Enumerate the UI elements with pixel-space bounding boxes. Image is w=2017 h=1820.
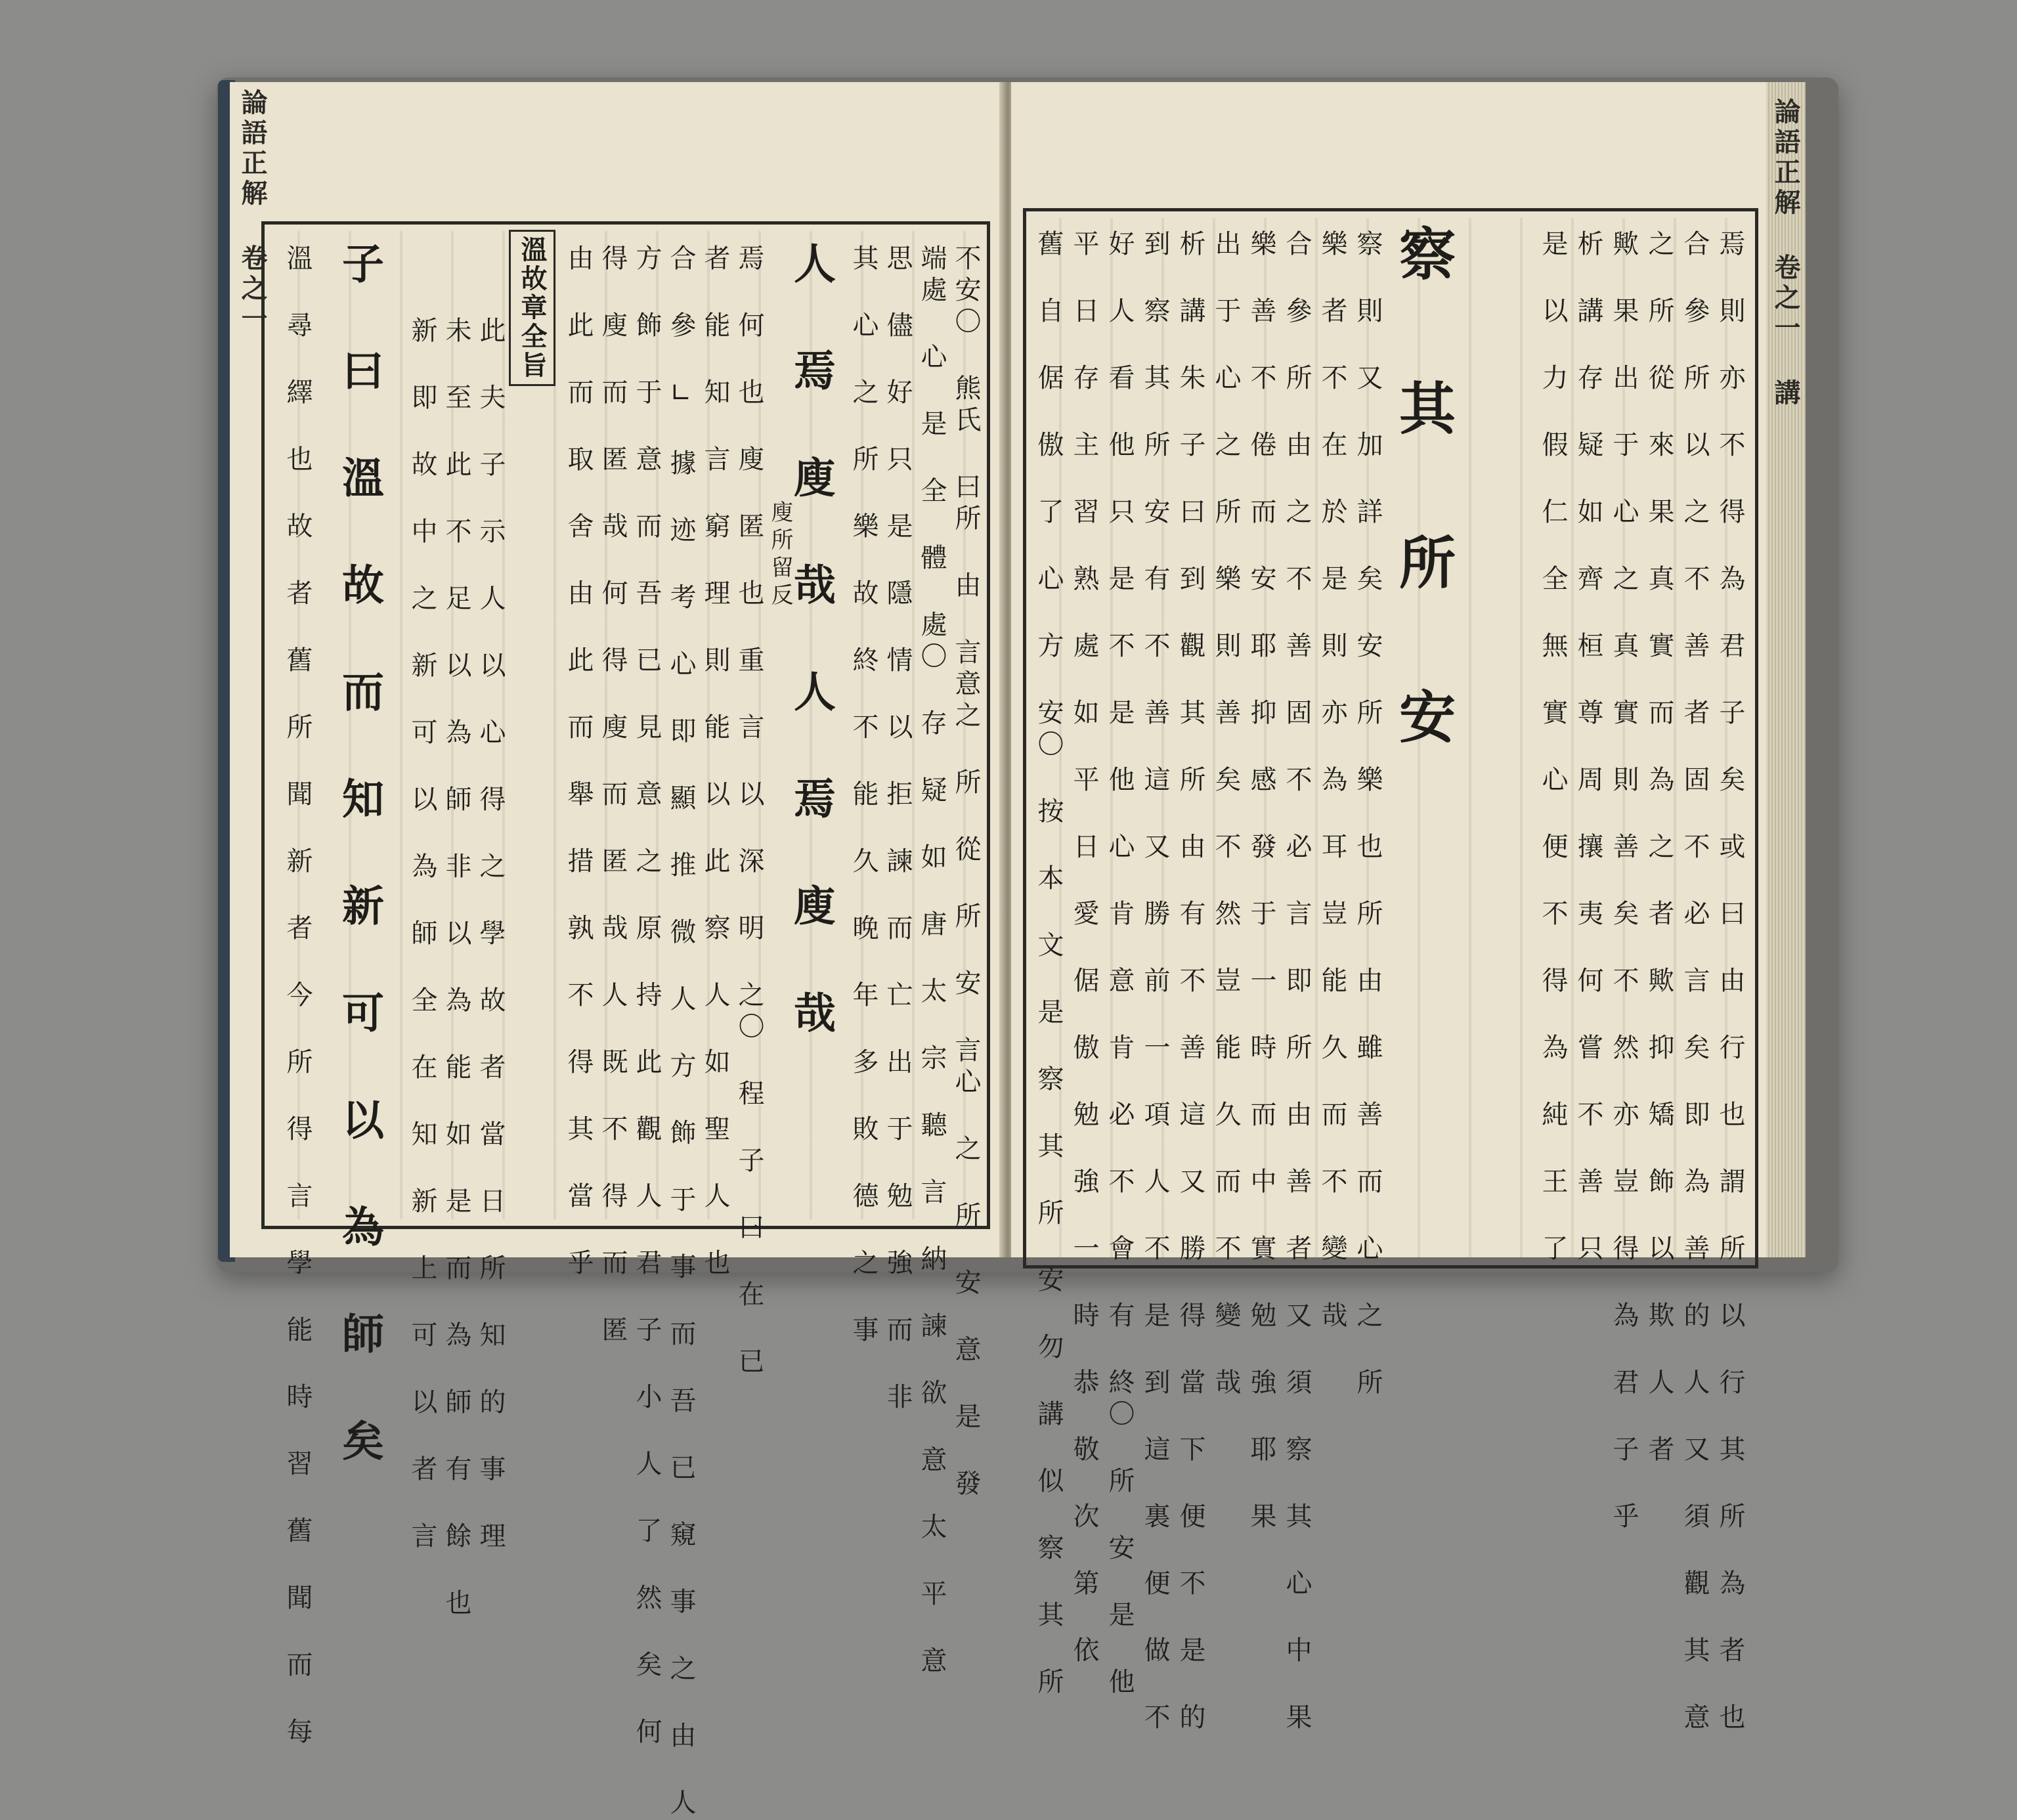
right-text-frame [1023, 208, 1758, 1735]
right-band-label: 論語正解 卷之一 講 [1770, 98, 1801, 409]
side-gloss: 廋所留反 [767, 500, 793, 611]
text-column: 者 能 知 言 窮 理 則 能 以 此 察 人 如 聖 人 也 [700, 244, 730, 1280]
text-column: 由 此 而 取 舍 由 此 而 舉 措 孰 不 得 其 當 乎 [563, 244, 594, 1280]
text-column: 到 察 其 所 安 有 不 善 這 又 勝 前 一 項 人 不 是 到 這 裏 便 做 不 [1140, 230, 1170, 1735]
text-column: 是 以 力 假 仁 全 無 實 心 便 不 得 為 純 王 了 [1538, 230, 1568, 1266]
right-page [1011, 82, 1806, 1735]
left-band-label: 論語正解 卷之一 [237, 89, 268, 335]
text-column: 樂 者 不 在 於 是 則 亦 為 耳 豈 能 久 而 不 變 哉 [1317, 230, 1347, 1333]
left-page [230, 82, 1005, 1820]
text-column: 好 人 看 他 只 是 不 是 他 心 肯 意 肯 必 不 會 有 終〇 所 安 是 他 [1104, 230, 1135, 1699]
text-column: 溫 尋 繹 也 故 者 舊 所 聞 新 者 今 所 得 言 學 能 時 習 舊 聞 而 每 [282, 244, 313, 1749]
text-column: 析 講 存 疑 如 齊 桓 尊 周 攘 夷 何 嘗 不 善 只 [1573, 230, 1603, 1266]
text-column: 新 即 故 中 之 新 可 以 為 師 全 在 知 新 上 可 以 者 言 [407, 316, 437, 1553]
heading-column: 子 曰 溫 故 而 知 新 可 以 為 師 矣 [335, 242, 384, 1469]
text-column: 方 飾 于 意 而 吾 已 見 意 之 原 持 此 觀 人 君 子 小 人 了 然 矣 何 [632, 244, 662, 1749]
section-box-label: 溫故章全旨 [509, 230, 555, 386]
text-column: 焉 何 也 廋 匿 也 重 言 以 深 明 之〇 程 子 曰 在 已 [734, 244, 764, 1379]
text-column: 樂 善 不 倦 而 安 耶 抑 感 發 于 一 時 而 中 實 勉 強 耶 果 [1246, 230, 1276, 1534]
text-column: 其 心 之 所 樂 故 終 不 能 久 晚 年 多 敗 德 之 事 [848, 244, 878, 1347]
left-text-frame [261, 221, 990, 1820]
text-column: 焉 則 亦 不 得 為 君 子 矣 或 曰 由 行 也 謂 所 以 行 其 所 為 者 也 [1715, 230, 1745, 1735]
text-column: 此 夫 子 示 人 以 心 得 之 學 故 者 當 日 所 知 的 事 理 [475, 316, 506, 1553]
text-column: 得 廋 而 匿 哉 何 得 廋 而 匿 哉 人 既 不 得 而 匿 [597, 244, 628, 1347]
text-column: 端處 心 是 全 體 處〇 存 疑 如 唐 太 宗 聽 言 納 諫 欲 意 太 平 意 [917, 244, 947, 1678]
text-column: 未 至 此 不 足 以 為 師 非 以 為 能 如 是 而 為 師 有 餘 也 [441, 316, 471, 1620]
text-column: 平 日 存 主 習 熟 處 如 平 日 愛 倨 傲 勉 強 一 時 恭 敬 次 第 依 [1069, 230, 1099, 1668]
text-column: 合 參 所 由 之 不 善 固 不 必 言 即 所 由 善 者 又 須 察 其 心 中 果 [1282, 230, 1312, 1735]
text-column: 不安〇 熊氏 曰所 由 言意之 所 從 所 安 言心 之 所 安 意 是 發 [951, 244, 981, 1501]
heading-column: 人 焉 廋 哉 人 焉 廋 哉 [787, 242, 836, 1041]
heading-title: 察 其 所 安 [1389, 225, 1456, 760]
text-column: 舊 自 倨 傲 了 心 方 安〇 按 本 文 是 察 其 所 安 勿 講 似 察 其 所 [1033, 230, 1064, 1699]
text-column: 合 參 所 以 之 不 善 者 固 不 必 言 矣 即 為 善 的 人 又 須 觀 其 意 [1680, 230, 1710, 1735]
text-column: 歟 果 出 于 心 之 真 實 則 善 矣 不 然 亦 豈 得 為 君 子 乎 [1609, 230, 1639, 1534]
text-column: 之 所 從 來 果 真 實 而 為 之 者 歟 抑 矯 飾 以 欺 人 者 [1644, 230, 1674, 1467]
text-column: 析 講 朱 子 曰 到 觀 其 所 由 有 不 善 這 又 勝 得 當 下 便 不 是 的 [1175, 230, 1205, 1735]
text-column: 察 則 又 加 詳 矣 安 所 樂 也 所 由 雖 善 而 心 之 所 [1353, 230, 1383, 1400]
text-column: 思 儘 好 只 是 隱 情 以 拒 諫 而 亡 出 于 勉 強 而 非 [882, 244, 913, 1414]
text-column: 合 參 ∟ 據 迹 考 心 即 顯 推 微 人 方 飾 于 事 而 吾 已 窺 事 之 由 人 [666, 244, 696, 1820]
text-column: 出 于 心 之 所 樂 則 善 矣 不 然 豈 能 久 而 不 變 哉 [1211, 230, 1241, 1400]
